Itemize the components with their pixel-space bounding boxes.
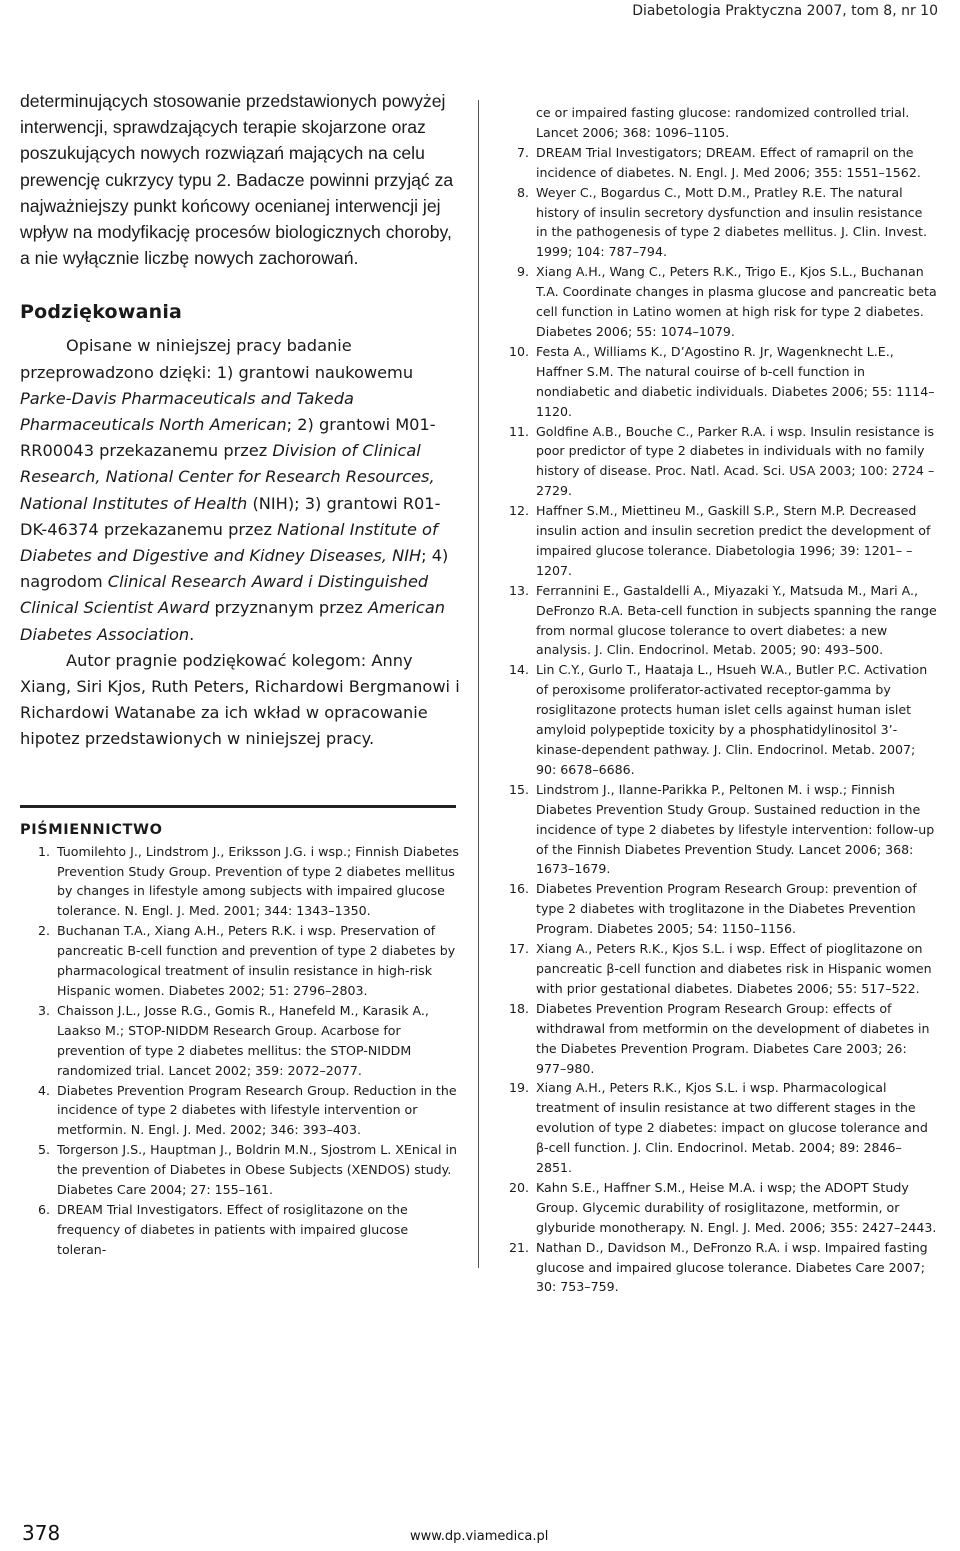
reference-text: Weyer C., Bogardus C., Mott D.M., Pratley R.E. The natural history of insulin secretory dysfunction and insulin resistance in the pathogenesis of type 2 diabetes mellitus. J. Clin. Invest. 1999; 104: 787–794. [536, 184, 927, 260]
reference-number: 19. [508, 1080, 529, 1096]
reference-text: Ferrannini E., Gastaldelli A., Miyazaki Y., Matsuda M., Mari A., DeFronzo R.A. Beta-cell function in subjects spanning the range from normal glucose tolerance to overt diabetes: a new analysis. J. Clin. Endocrinol. Metab. 2005; 90: 493–500. [536, 582, 937, 658]
reference-number: 13. [508, 582, 529, 598]
reference-text: Torgerson J.S., Hauptman J., Boldrin M.N., Sjostrom L. XEnical in the prevention of Diabetes in Obese Subjects (XENDOS) study. Diabetes Care 2004; 27: 155–161. [57, 1142, 457, 1198]
reference-text: Goldfine A.B., Bouche C., Parker R.A. i wsp. Insulin resistance is poor predictor of type 2 diabetes in individuals with no family history of disease. Proc. Natl. Acad. Sci. USA 2003; 100: 2724 –2729. [536, 423, 935, 499]
reference-text: Lin C.Y., Gurlo T., Haataja L., Hsueh W.A., Butler P.C. Activation of peroxisome proliferator-activated receptor-gamma by rosiglitazone protects human islet cells against human islet amyloid polypeptide toxicity by a phosphatidylinositol 3’-kinase-dependent pathway. J. Clin. Endocrinol. Metab. 2007; 90: 6678–6686. [536, 662, 928, 777]
reference-item [507, 1078, 937, 1178]
page-number: 378 [22, 1521, 61, 1545]
ack-text-run: ; 2) grantowi M01-RR00043 przekazanemu przez [20, 415, 436, 461]
reference-text: Lindstrom J., Ilanne-Parikka P., Peltonen M. i wsp.; Finnish Diabetes Prevention Study Group. Sustained reduction in the incidence of type 2 diabetes by lifestyle intervention: follow-up of the Finnish Diabetes Prevention Study. Lancet 2006; 368: 1673–1679. [536, 781, 935, 877]
reference-item [20, 1140, 460, 1200]
reference-number: 2. [37, 923, 50, 939]
ack-text-run: ; 4) nagrodom [20, 546, 449, 592]
reference-number: 1. [37, 843, 50, 859]
reference-number: 11. [508, 423, 529, 439]
reference-item [507, 879, 937, 939]
reference-text: Chaisson J.L., Josse R.G., Gomis R., Hanefeld M., Karasik A., Laakso M.; STOP-NIDDM Research Group. Acarbose for prevention of type 2 diabetes mellitus: the STOP-NIDDM randomized trial. Lancet 2002; 359: 2072–2077. [57, 1002, 429, 1078]
left-column [20, 88, 460, 1260]
reference-number: 10. [508, 343, 529, 359]
reference-text: Xiang A., Peters R.K., Kjos S.L. i wsp. Effect of pioglitazone on pancreatic β-cell function and diabetes risk in Hispanic women with prior gestational diabetes. Diabetes 2006; 55: 517–522. [536, 941, 932, 996]
reference-text: Xiang A.H., Peters R.K., Kjos S.L. i wsp. Pharmacological treatment of insulin resistance at two different stages in the evolution of type 2 diabetes: impact on glucose tolerance and β-cell function. J. Clin. Endocrinol. Metab. 2004; 89: 2846–2851. [536, 1080, 928, 1176]
reference-text: Nathan D., Davidson M., DeFronzo R.A. i wsp. Impaired fasting glucose and impaired glucose tolerance. Diabetes Care 2007; 30: 753–759. [536, 1239, 928, 1295]
ack-italic-run: National Institute of Diabetes and Digestive and Kidney Diseases, NIH [20, 519, 438, 566]
reference-text: Tuomilehto J., Lindstrom J., Eriksson J.G. i wsp.; Finnish Diabetes Prevention Study Group. Prevention of type 2 diabetes mellitus by changes in lifestyle among subjects with impaired glucose tolerance. N. Engl. J. Med. 2001; 344: 1343–1350. [57, 843, 459, 919]
reference-text: Buchanan T.A., Xiang A.H., Peters R.K. i wsp. Preservation of pancreatic B-cell function and prevention of type 2 diabetes by pharmacological treatment of insulin resistance in high-risk Hispanic women. Diabetes 2002; 51: 2796–2803. [57, 923, 456, 999]
reference-item [507, 262, 937, 342]
journal-url[interactable]: www.dp.viamedica.pl [410, 1529, 549, 1544]
reference-text: Xiang A.H., Wang C., Peters R.K., Trigo E., Kjos S.L., Buchanan T.A. Coordinate changes in plasma glucose and pancreatic beta cell function in Latino women at high risk for type 2 diabetes. Diabetes 2006; 55: 1074–1079. [536, 264, 937, 339]
reference-text: Festa A., Williams K., D’Agostino R. Jr, Wagenknecht L.E., Haffner S.M. The natural couirse of b-cell function in nondiabetic and diabetic individuals. Diabetes 2006; 55: 1114–1120. [536, 343, 935, 419]
ack-text-run: Opisane w niniejszej pracy badanie przeprowadzono dzięki: 1) grantowi naukowemu [20, 336, 414, 382]
ack-italic-run: American Diabetes Association [20, 598, 446, 644]
reference-number: 4. [37, 1082, 50, 1098]
reference-number: 3. [37, 1002, 50, 1018]
references-list-left [20, 842, 460, 1260]
reference-number: 21. [508, 1239, 529, 1255]
reference-item [20, 1200, 460, 1260]
reference-number: 7. [516, 144, 529, 160]
reference-item [20, 921, 460, 1001]
reference-text: DREAM Trial Investigators. Effect of rosiglitazone on the frequency of diabetes in patients with impaired glucose toleran- [57, 1201, 409, 1257]
reference-item [507, 1238, 937, 1298]
reference-text: Haffner S.M., Miettineu M., Gaskill S.P., Stern M.P. Decreased insulin action and insulin secretion predict the development of impaired glucose tolerance. Diabetologia 1996; 39: 1201– –1207. [536, 503, 931, 578]
reference-number: 9. [516, 264, 529, 280]
ack-text-run: przyznanym przez [209, 598, 368, 618]
column-divider [478, 100, 479, 1268]
reference-number: 12. [508, 503, 529, 519]
reference-text: Kahn S.E., Haffner S.M., Heise M.A. i wsp; the ADOPT Study Group. Glycemic durability of rosiglitazone, metformin, or glyburide monotherapy. N. Engl. J. Med. 2006; 355: 2427–2443. [536, 1179, 937, 1235]
ack-italic-run: Division of Clinical Research, National Center for Research Resources, National Institutes of Health [20, 441, 435, 513]
reference-item [507, 342, 937, 422]
reference-item [507, 660, 937, 779]
reference-item [20, 842, 460, 922]
reference-number: 6. [37, 1201, 50, 1217]
reference-item [507, 1178, 937, 1238]
references-heading: PIŚMIENNICTWO [20, 821, 163, 838]
reference-item [507, 143, 937, 183]
reference-item [507, 999, 937, 1079]
ack-italic-run: Parke-Davis Pharmaceuticals and Takeda Pharmaceuticals North American [20, 388, 354, 435]
reference-item [20, 1081, 460, 1141]
reference-item [507, 422, 937, 502]
reference-text: Diabetes Prevention Program Research Group. Reduction in the incidence of type 2 diabetes with lifestyle intervention or metformin. N. Engl. J. Med. 2002; 346: 393–403. [57, 1082, 457, 1138]
references-list-right [507, 143, 937, 1298]
reference-number: 5. [37, 1142, 50, 1158]
reference-item [507, 581, 937, 661]
reference-number: 15. [508, 781, 529, 797]
reference-number: 14. [508, 662, 529, 678]
reference-number: 8. [516, 184, 529, 200]
intro-paragraph: determinujących stosowanie przedstawionych powyżej interwencji, sprawdzających terapie skojarzone oraz poszukujących nowych rozwiązań mających na celu prewencję cukrzycy typu 2. Badacze powinni przyjąć za najważniejszy punkt końcowy ocenianej interwencji jej wpływ na modyfikację procesów biologicznych choroby, a nie wyłącznie liczbę nowych zachorowań. [20, 91, 454, 269]
reference-text: DREAM Trial Investigators; DREAM. Effect of ramapril on the incidence of diabetes. N. Engl. J. Med 2006; 355: 1551–1562. [536, 144, 921, 180]
acknowledgements-heading: Podziękowania [20, 301, 183, 324]
ack-italic-run: Clinical Research Award i Distinguished Clinical Scientist Award [20, 572, 429, 618]
acknowledgements-paragraph-1 [20, 333, 460, 647]
ack-text-run: . [189, 624, 195, 644]
reference-item [507, 780, 937, 880]
right-column [507, 103, 937, 1297]
ack-text-run: (NIH); 3) grantowi R01-DK-46374 przekazanemu przez [20, 493, 441, 539]
reference-continuation: ce or impaired fasting glucose: randomized controlled trial. Lancet 2006; 368: 1096–1105. [536, 105, 910, 140]
reference-number: 18. [508, 1000, 529, 1016]
reference-item [507, 501, 937, 581]
acknowledgements-paragraph-2: Autor pragnie podziękować kolegom: Anny Xiang, Siri Kjos, Ruth Peters, Richardowi Bergmanowi i Richardowi Watanabe za ich wkład w opracowanie hipotez przedstawionych w niniejszej pracy. [20, 650, 460, 749]
reference-text: Diabetes Prevention Program Research Group: prevention of type 2 diabetes with troglitazone in the Diabetes Prevention Program. Diabetes 2005; 54: 1150–1156. [536, 881, 917, 937]
reference-item [507, 939, 937, 999]
reference-item [507, 183, 937, 263]
reference-number: 20. [508, 1179, 529, 1195]
reference-item [20, 1001, 460, 1081]
references-rule [20, 805, 456, 808]
reference-number: 17. [508, 941, 529, 957]
running-head: Diabetologia Praktyczna 2007, tom 8, nr 10 [632, 3, 938, 19]
reference-text: Diabetes Prevention Program Research Group: effects of withdrawal from metformin on the development of diabetes in the Diabetes Prevention Program. Diabetes Care 2003; 26: 977–980. [536, 1000, 930, 1076]
reference-number: 16. [508, 881, 529, 897]
